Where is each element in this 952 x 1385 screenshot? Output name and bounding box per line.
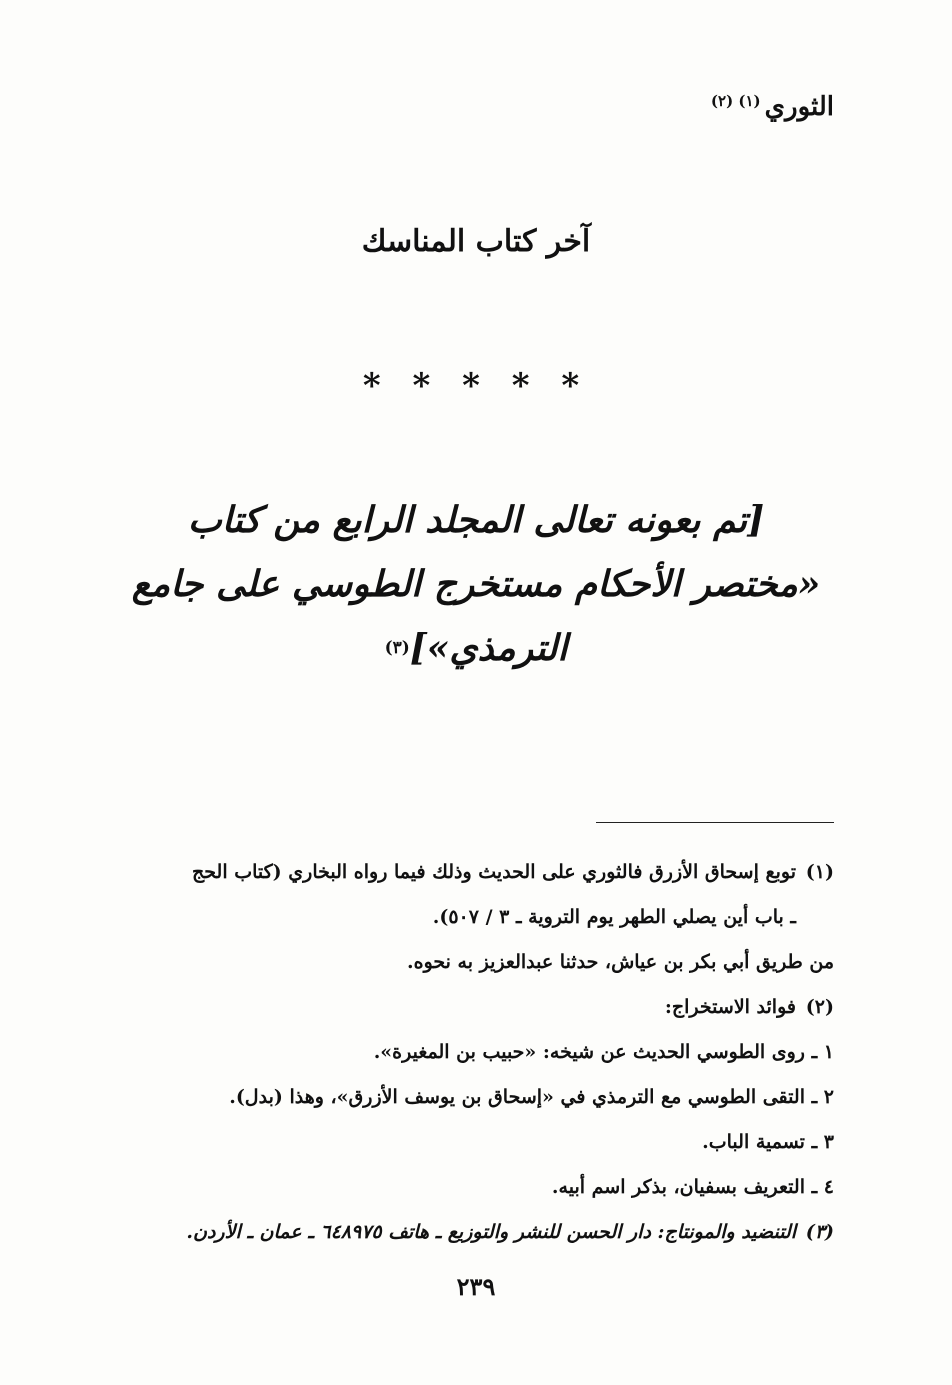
section-end-heading: آخر كتاب المناسك [361,224,591,259]
footnote-1-line-1 [104,850,834,895]
footnote-2-title: فوائد الاستخراج: [664,996,796,1018]
footnote-1-text: توبع إسحاق الأزرق فالثوري على الحديث وذلك فيما رواه البخاري (كتاب الحج [192,861,796,883]
footnote-divider [596,822,834,823]
footnote-1-line-3: من طريق أبي بكر بن عياش، حدثنا عبدالعزيز به نحوه. [407,951,834,973]
footnote-1-number: (١) [805,861,834,883]
colophon-footnote-ref: (٣) [384,638,410,658]
footnotes [104,850,834,1255]
footnote-3 [104,1210,834,1255]
footnote-2-heading [104,985,834,1030]
star-separator: * * * * * [362,366,590,406]
footnote-3-text: التنضيد والمونتاج: دار الحسن للنشر والتوزيع ـ هاتف ٦٤٨٩٧٥ ـ عمان ـ الأردن. [186,1221,796,1243]
colophon-line-2 [80,552,872,680]
footnote-2-number: (٢) [805,996,834,1018]
header-footnote-refs: (١) (٢) [710,92,761,110]
footnote-1-line-2: ـ باب أين يصلي الطهر يوم التروية ـ ٣ / ٥٠٧). [432,906,796,928]
running-header [711,92,834,122]
footnote-2-item: ٤ ـ التعريف بسفيان، بذكر اسم أبيه. [551,1176,834,1198]
header-word: الثوري [764,92,834,122]
page-number: ٢٣٩ [456,1272,496,1301]
footnote-2-item: ٣ ـ تسمية الباب. [702,1131,834,1153]
footnote-2-item: ١ ـ روى الطوسي الحديث عن شيخه: «حبيب بن المغيرة». [373,1041,834,1063]
colophon-title: «مختصر الأحكام مستخرج الطوسي على جامع الترمذي»] [131,563,821,669]
footnote-2-item: ٢ ـ التقى الطوسي مع الترمذي في «إسحاق بن يوسف الأزرق»، وهذا (بدل). [229,1086,834,1108]
colophon [80,488,872,680]
footnote-3-number: (٣) [805,1221,834,1243]
colophon-line-1: [تم بعونه تعالى المجلد الرابع من كتاب [187,499,765,541]
